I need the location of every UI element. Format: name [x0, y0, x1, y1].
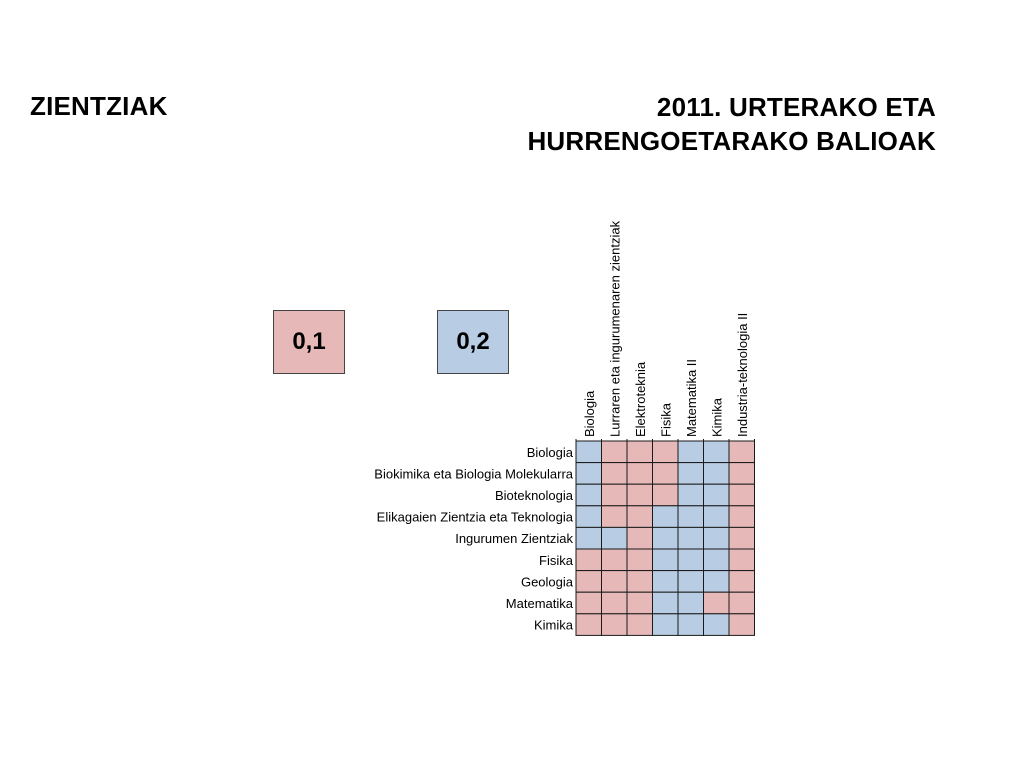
heatmap-cell [602, 614, 628, 636]
heatmap-cell [704, 571, 730, 593]
heatmap-cell [653, 549, 679, 571]
heatmap-cell [653, 592, 679, 614]
heatmap-cell [678, 549, 704, 571]
heatmap-cell [678, 571, 704, 593]
heatmap-cell [704, 527, 730, 549]
heatmap-cell [576, 614, 602, 636]
heatmap-cell [627, 527, 653, 549]
heatmap-cell [678, 484, 704, 506]
page-title: ZIENTZIAK [30, 91, 168, 121]
column-label: Kimika [709, 397, 725, 437]
heatmap-cell [627, 592, 653, 614]
heatmap-cell [704, 441, 730, 463]
heatmap-cell [602, 592, 628, 614]
row-label: Ingurumen Zientziak [455, 531, 573, 547]
heatmap-cell [678, 463, 704, 485]
heatmap-cell [602, 527, 628, 549]
heatmap-cell [576, 484, 602, 506]
heatmap-cell [627, 463, 653, 485]
heatmap-cell [729, 614, 755, 636]
heatmap-cell [704, 506, 730, 528]
row-label: Bioteknologia [494, 488, 573, 503]
heatmap-cell [729, 571, 755, 593]
heatmap-cell [602, 549, 628, 571]
heatmap-cell [602, 506, 628, 528]
heatmap-cell [653, 441, 679, 463]
heatmap-cell [602, 571, 628, 593]
heatmap-cell [729, 506, 755, 528]
heatmap-cell [576, 549, 602, 571]
heatmap-cell [704, 463, 730, 485]
heatmap-cell [704, 484, 730, 506]
row-label: Elikagaien Zientzia eta Teknologia [376, 509, 573, 525]
heatmap-cell [627, 484, 653, 506]
subtitle-line-1: 2011. URTERAKO ETA [656, 92, 936, 122]
heatmap-cell [653, 484, 679, 506]
heatmap-cell [729, 592, 755, 614]
legend-label-low: 0,1 [292, 328, 326, 355]
heatmap-cell [627, 571, 653, 593]
row-label: Matematika [505, 596, 573, 611]
column-label: Lurraren eta ingurumenaren zientziak [607, 220, 623, 437]
heatmap-cell [602, 484, 628, 506]
heatmap-cell [678, 506, 704, 528]
heatmap-cell [576, 506, 602, 528]
heatmap-cell [576, 571, 602, 593]
heatmap-cell [704, 549, 730, 571]
heatmap-cell [678, 441, 704, 463]
heatmap-cell [704, 614, 730, 636]
row-label: Kimika [533, 617, 573, 633]
heatmap-cell [576, 592, 602, 614]
heatmap-cell [602, 463, 628, 485]
column-label: Elektroteknia [632, 361, 648, 437]
heatmap-cell [704, 592, 730, 614]
heatmap-cell [576, 463, 602, 485]
column-label: Industria-teknologia II [734, 312, 750, 437]
heatmap-cell [678, 614, 704, 636]
heatmap-cell [627, 506, 653, 528]
heatmap-cell [729, 527, 755, 549]
heatmap-cell [653, 506, 679, 528]
heatmap-cell [678, 592, 704, 614]
heatmap-cell [678, 527, 704, 549]
row-label: Biologia [526, 444, 573, 460]
heatmap-cell [729, 463, 755, 485]
heatmap-cell [627, 614, 653, 636]
heatmap-cell [602, 441, 628, 463]
heatmap-cell [653, 614, 679, 636]
column-label: Fisika [658, 403, 674, 437]
heatmap-cell [627, 549, 653, 571]
heatmap-cell [576, 527, 602, 549]
row-label: Geologia [520, 574, 573, 590]
legend-label-high: 0,2 [456, 328, 490, 355]
column-label: Matematika II [683, 358, 699, 437]
heatmap-cell [729, 484, 755, 506]
heatmap-cell [729, 549, 755, 571]
row-label: Fisika [539, 552, 573, 568]
heatmap-cell [576, 441, 602, 463]
subtitle-line-2: HURRENGOETARAKO BALIOAK [527, 126, 936, 156]
heatmap-cell [653, 463, 679, 485]
column-label: Biologia [581, 390, 597, 437]
heatmap-cell [653, 527, 679, 549]
heatmap-cell [653, 571, 679, 593]
heatmap-cell [729, 441, 755, 463]
heatmap-cell [627, 441, 653, 463]
row-label: Biokimika eta Biologia Molekularra [374, 466, 573, 482]
